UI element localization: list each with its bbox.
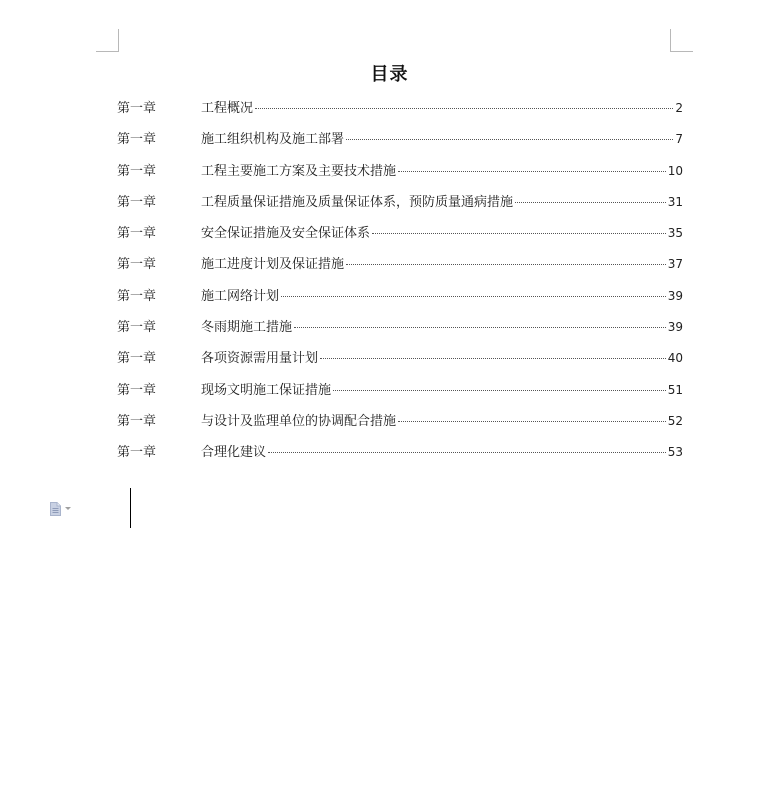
toc-entry[interactable] xyxy=(117,379,683,410)
toc-entry-chapter: 第一章 xyxy=(117,101,157,116)
toc-entry-chapter: 第一章 xyxy=(117,413,157,429)
toc-entry[interactable] xyxy=(117,128,683,159)
toc-entry-title: 现场文明施工保证措施 xyxy=(201,382,332,398)
toc-entry-title: 冬雨期施工措施 xyxy=(201,320,293,336)
toc-entry-chapter: 第一章 xyxy=(117,132,157,148)
toc-entry-title: 施工进度计划及保证措施 xyxy=(201,257,345,273)
toc-entry[interactable] xyxy=(117,347,683,378)
toc-entry-title: 施工组织机构及施工部署 xyxy=(201,132,345,148)
toc-entry-page: 53 xyxy=(667,445,683,460)
paste-options-button[interactable] xyxy=(50,499,80,517)
document-icon xyxy=(50,501,61,515)
toc-dot-leader xyxy=(320,358,666,359)
toc-dot-leader xyxy=(294,327,666,328)
toc-entry-title: 各项资源需用量计划 xyxy=(201,351,319,367)
toc-entry[interactable] xyxy=(117,410,683,441)
toc-entry[interactable] xyxy=(117,441,683,472)
toc-entry[interactable] xyxy=(117,97,683,128)
toc-dot-leader xyxy=(372,233,666,234)
toc-entry-page: 10 xyxy=(667,163,683,178)
toc-entry-chapter: 第一章 xyxy=(117,257,157,273)
toc-entry-page: 35 xyxy=(667,226,683,241)
toc-entry-title: 工程质量保证措施及质量保证体系，预防质量通病措施 xyxy=(201,194,514,210)
toc-entry-page: 2 xyxy=(675,101,683,115)
toc-entry-page: 52 xyxy=(667,413,683,428)
toc-dot-leader xyxy=(346,139,673,140)
toc-entry-page: 40 xyxy=(667,351,683,366)
toc-entry-title: 与设计及监理单位的协调配合措施 xyxy=(201,413,397,429)
toc-dot-leader xyxy=(398,171,666,172)
toc-entry-title: 工程主要施工方案及主要技术措施 xyxy=(201,163,397,179)
text-cursor xyxy=(130,488,131,528)
toc-entry[interactable] xyxy=(117,160,683,191)
margin-corner-top-left xyxy=(96,29,119,52)
toc-dot-leader xyxy=(268,452,666,453)
toc-entry-page: 31 xyxy=(667,194,683,209)
toc-entry-title: 施工网络计划 xyxy=(201,288,280,304)
toc-entry-chapter: 第一章 xyxy=(117,382,157,398)
toc-dot-leader xyxy=(255,108,673,109)
toc-entry-page: 51 xyxy=(667,382,683,397)
toc-entry-page: 39 xyxy=(667,320,683,335)
toc-list xyxy=(117,97,683,473)
toc-entry-title: 安全保证措施及安全保证体系 xyxy=(201,226,371,242)
toc-entry-chapter: 第一章 xyxy=(117,226,157,242)
toc-entry-chapter: 第一章 xyxy=(117,194,157,210)
toc-dot-leader xyxy=(398,421,666,422)
toc-entry-chapter: 第一章 xyxy=(117,320,157,336)
toc-entry-title: 合理化建议 xyxy=(201,445,267,461)
toc-title: 目录 xyxy=(370,64,409,85)
toc-entry-chapter: 第一章 xyxy=(117,288,157,304)
toc-entry[interactable] xyxy=(117,316,683,347)
toc-dot-leader xyxy=(281,296,666,297)
toc-dot-leader xyxy=(333,390,666,391)
toc-dot-leader xyxy=(515,202,666,203)
chevron-down-icon[interactable] xyxy=(65,507,71,510)
toc-dot-leader xyxy=(346,264,666,265)
toc-entry-chapter: 第一章 xyxy=(117,163,157,179)
toc-entry-page: 39 xyxy=(667,288,683,303)
toc-entry-page: 37 xyxy=(667,257,683,272)
toc-entry-chapter: 第一章 xyxy=(117,445,157,461)
toc-entry-title: 工程概况 xyxy=(201,101,254,116)
toc-entry[interactable] xyxy=(117,222,683,253)
toc-entry[interactable] xyxy=(117,285,683,316)
toc-entry-page: 7 xyxy=(675,132,683,147)
margin-corner-top-right xyxy=(670,29,693,52)
toc-entry[interactable] xyxy=(117,253,683,284)
toc-entry-chapter: 第一章 xyxy=(117,351,157,367)
toc-entry[interactable] xyxy=(117,191,683,222)
